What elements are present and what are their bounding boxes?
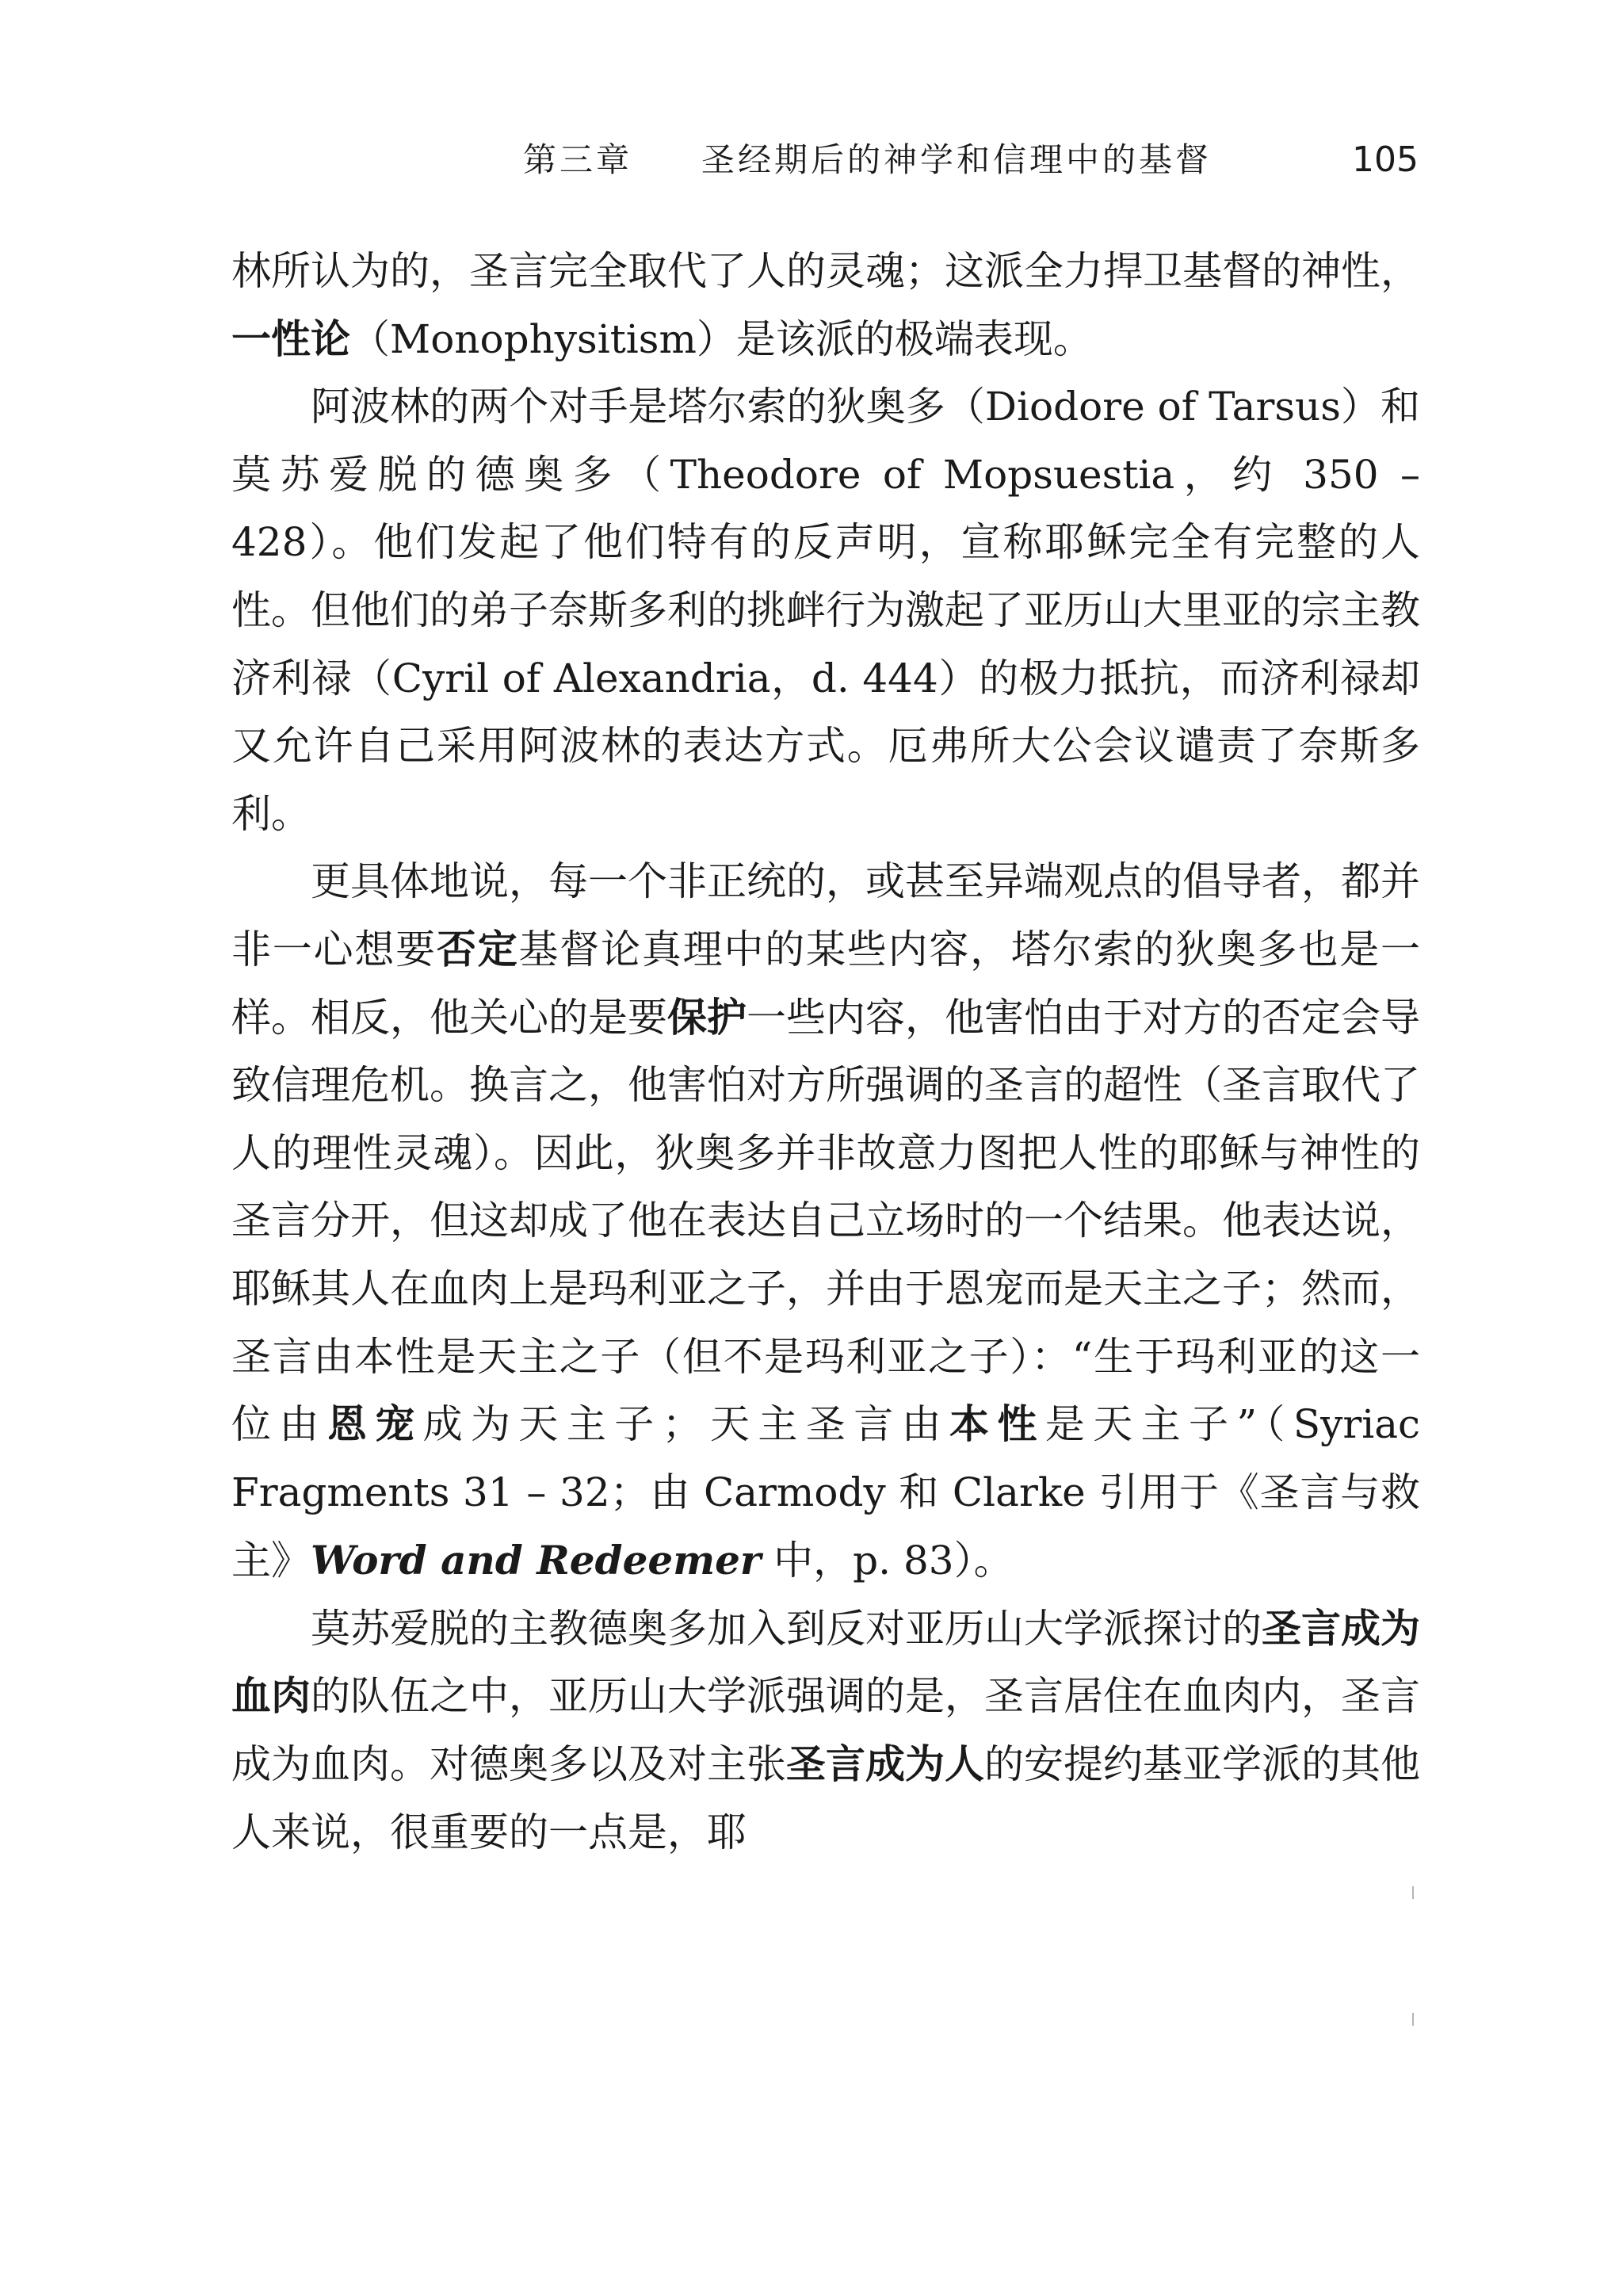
- margin-mark: [1412, 2013, 1414, 2026]
- emphasis-bold: 圣言成为血肉: [231, 1605, 1420, 1720]
- text-run: （Monophysitism）是该派的极端表现。: [350, 315, 1093, 362]
- emphasis-bold: 恩宠: [327, 1401, 423, 1448]
- chapter-label: 第三章: [523, 140, 633, 179]
- text-run: 莫苏爱脱的主教德奥多加入到反对亚历山大学派探讨的: [311, 1605, 1262, 1652]
- emphasis-bold: 圣言成为人: [786, 1741, 984, 1788]
- text-run: 更具体地说，每一个非正统的，或甚至异端观点的倡导者，都并非一心想要: [231, 858, 1420, 972]
- text-run: 林所认为的，圣言完全取代了人的灵魂；这派全力捍卫基督的神性，: [231, 248, 1420, 294]
- text-run: 基督论真理中的某些内容，塔尔索的狄奥多也是一样。相反，他关心的是要: [231, 926, 1421, 1041]
- running-title: 圣经期后的神学和信理中的基督: [701, 140, 1212, 179]
- text-run: 是天主子”（Syriac Fragments 31 – 32；由 Carmody 和 Clarke 引用于《圣言与救主》: [231, 1401, 1421, 1584]
- paragraph: [231, 848, 1420, 1595]
- paragraph: [231, 373, 1420, 848]
- text-run: 阿波林的两个对手是塔尔索的狄奥多（Diodore of Tarsus）和莫苏爱脱的德奥多（Theodore of Mopsuestia，约 350 – 428）。他们发起了他们特有的反声明，宣称耶稣完全有完整的人性。但他们的弟子奈斯多利的挑衅行为激起了亚历山大里亚的宗主教济利禄（Cyril of Alexandria，d. 444）的极力抵抗，而济利禄却又允许自己采用阿波林的表达方式。厄弗所大公会议谴责了奈斯多利。: [231, 384, 1420, 837]
- emphasis-bold: 一性论: [231, 315, 350, 362]
- paragraph: [231, 238, 1420, 373]
- text-run: 成为天主子；天主圣言由: [422, 1401, 950, 1448]
- paragraph: [231, 1595, 1420, 1866]
- emphasis-bold: 保护: [667, 994, 747, 1041]
- page-number: 105: [1352, 139, 1419, 180]
- book-title-italic: Word and Redeemer: [311, 1537, 762, 1584]
- body-text: [231, 238, 1420, 1866]
- text-run: 的队伍之中，亚历山大学派强调的是，圣言居住在血肉内，圣言成为血肉。对德奥多以及对主张: [231, 1673, 1420, 1788]
- running-head: [523, 136, 1419, 184]
- text-run: 中，p. 83）。: [761, 1538, 1014, 1584]
- text-run: 一些内容，他害怕由于对方的否定会导致信理危机。换言之，他害怕对方所强调的圣言的超性（圣言取代了人的理性灵魂）。因此，狄奥多并非故意力图把人性的耶稣与神性的圣言分开，但这却成了他在表达自己立场时的一个结果。他表达说，耶稣其人在血肉上是玛利亚之子，并由于恩宠而是天主之子；然而，圣言由本性是天主之子（但不是玛利亚之子）：“生于玛利亚的这一位由: [231, 994, 1420, 1448]
- margin-mark: [1412, 1886, 1414, 1899]
- text-run: 的安提约基亚学派的其他人来说，很重要的一点是，耶: [231, 1741, 1420, 1855]
- emphasis-bold: 否定: [436, 926, 519, 972]
- emphasis-bold: 本性: [949, 1401, 1045, 1448]
